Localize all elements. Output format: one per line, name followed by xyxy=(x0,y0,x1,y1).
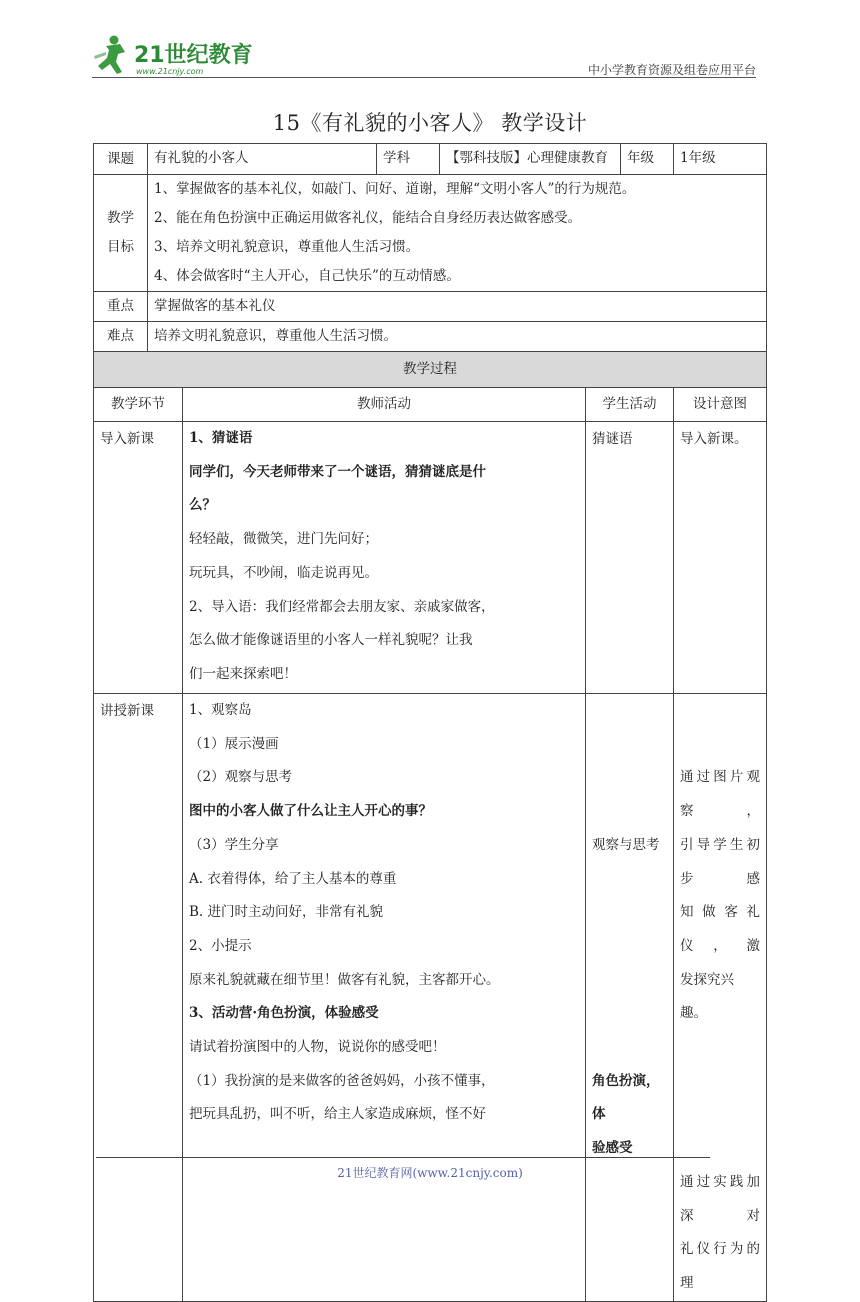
process-columns-row xyxy=(94,388,767,422)
topic-value: 有礼貌的小客人 xyxy=(148,144,377,175)
footer-divider xyxy=(96,1157,710,1158)
lesson-row xyxy=(94,694,767,1302)
header-divider xyxy=(92,77,756,78)
info-row-difficulty xyxy=(94,322,767,352)
subject-label: 学科 xyxy=(377,144,440,175)
key-label: 重点 xyxy=(94,292,148,322)
intro-teacher: 1、猜谜语 同学们，今天老师带来了一个谜语，猜猜谜底是什 么？ 轻轻敲，微微笑，进门先问好； 玩玩具，不吵闹，临走说再见。 2、导入语：我们经常都会去朋友家、亲戚家做客， 怎么做才能像谜语里的小客人一样礼貌呢？让我 们一起来探索吧！ xyxy=(183,422,586,694)
footer-link[interactable]: 21世纪教育网(www.21cnjy.com) xyxy=(337,1166,523,1180)
goal-item: 2、能在角色扮演中正确运用做客礼仪，能结合自身经历表达做客感受。 xyxy=(154,210,582,226)
student-activity-observe: 观察与思考 xyxy=(592,836,660,853)
col-stage: 教学环节 xyxy=(94,388,183,422)
grade-label: 年级 xyxy=(621,144,674,175)
process-header-row xyxy=(94,352,767,388)
difficulty-value: 培养文明礼貌意识，尊重他人生活习惯。 xyxy=(148,322,767,352)
svg-text:21世纪教育: 21世纪教育 xyxy=(134,43,253,68)
key-value: 掌握做客的基本礼仪 xyxy=(148,292,767,322)
info-row-goals xyxy=(94,175,767,292)
logo-graphic xyxy=(92,32,262,80)
intro-student: 猜谜语 xyxy=(586,422,674,694)
document-title: 15《有礼貌的小客人》 教学设计 xyxy=(272,111,588,135)
goals-label: 教学 目标 xyxy=(94,175,148,292)
topic-label: 课题 xyxy=(94,144,148,175)
intro-purpose: 导入新课。 xyxy=(674,422,767,694)
grade-value: 1年级 xyxy=(674,144,767,175)
goal-item: 1、掌握做客的基本礼仪，如敲门、问好、道谢，理解“文明小客人”的行为规范。 xyxy=(154,181,636,197)
intro-row xyxy=(94,422,767,694)
subject-value: 【鄂科技版】心理健康教育 xyxy=(440,144,621,175)
col-teacher: 教师活动 xyxy=(183,388,586,422)
intro-stage: 导入新课 xyxy=(94,422,183,694)
goals-list xyxy=(148,175,767,292)
lesson-student: 观察与思考 角色扮演，体 验感受 xyxy=(586,694,674,1302)
svg-text:www.21cnjy.com: www.21cnjy.com xyxy=(136,67,204,76)
goal-item: 4、体会做客时“主人开心，自己快乐”的互动情感。 xyxy=(154,268,460,284)
difficulty-label: 难点 xyxy=(94,322,148,352)
col-student: 学生活动 xyxy=(586,388,674,422)
info-row-topic xyxy=(94,144,767,175)
lesson-teacher: 1、观察岛 （1）展示漫画 （2）观察与思考 图中的小客人做了什么让主人开心的事？ （3）学生分享 A. 衣着得体，给了主人基本的尊重 B. 进门时主动问好，非常有礼貌 2、小提示 原来礼貌就藏在细节里！做客有礼貌，主客都开心。 3、活动营·角色扮演，体验感受 请试着扮演图中的人物，说说你的感受吧！ （1）我扮演的是来做客的爸爸妈妈，小孩不懂事， 把玩具乱扔，叫不听，给主人家造成麻烦，怪不好 xyxy=(183,694,586,1302)
info-row-key xyxy=(94,292,767,322)
lesson-purpose: 通过图片观察， 引导学生初步感 知做客礼仪，激 发探究兴趣。 通过实践加深对 礼仪行为的理 xyxy=(674,694,767,1302)
col-purpose: 设计意图 xyxy=(674,388,767,422)
student-activity-roleplay: 角色扮演，体 xyxy=(592,1072,660,1123)
platform-name: 中小学教育资源及组卷应用平台 xyxy=(587,63,756,77)
process-header: 教学过程 xyxy=(94,352,767,388)
lesson-plan-table xyxy=(93,143,767,1302)
site-logo xyxy=(92,32,262,80)
lesson-stage: 讲授新课 xyxy=(94,694,183,1302)
goal-item: 3、培养文明礼貌意识，尊重他人生活习惯。 xyxy=(154,239,420,255)
